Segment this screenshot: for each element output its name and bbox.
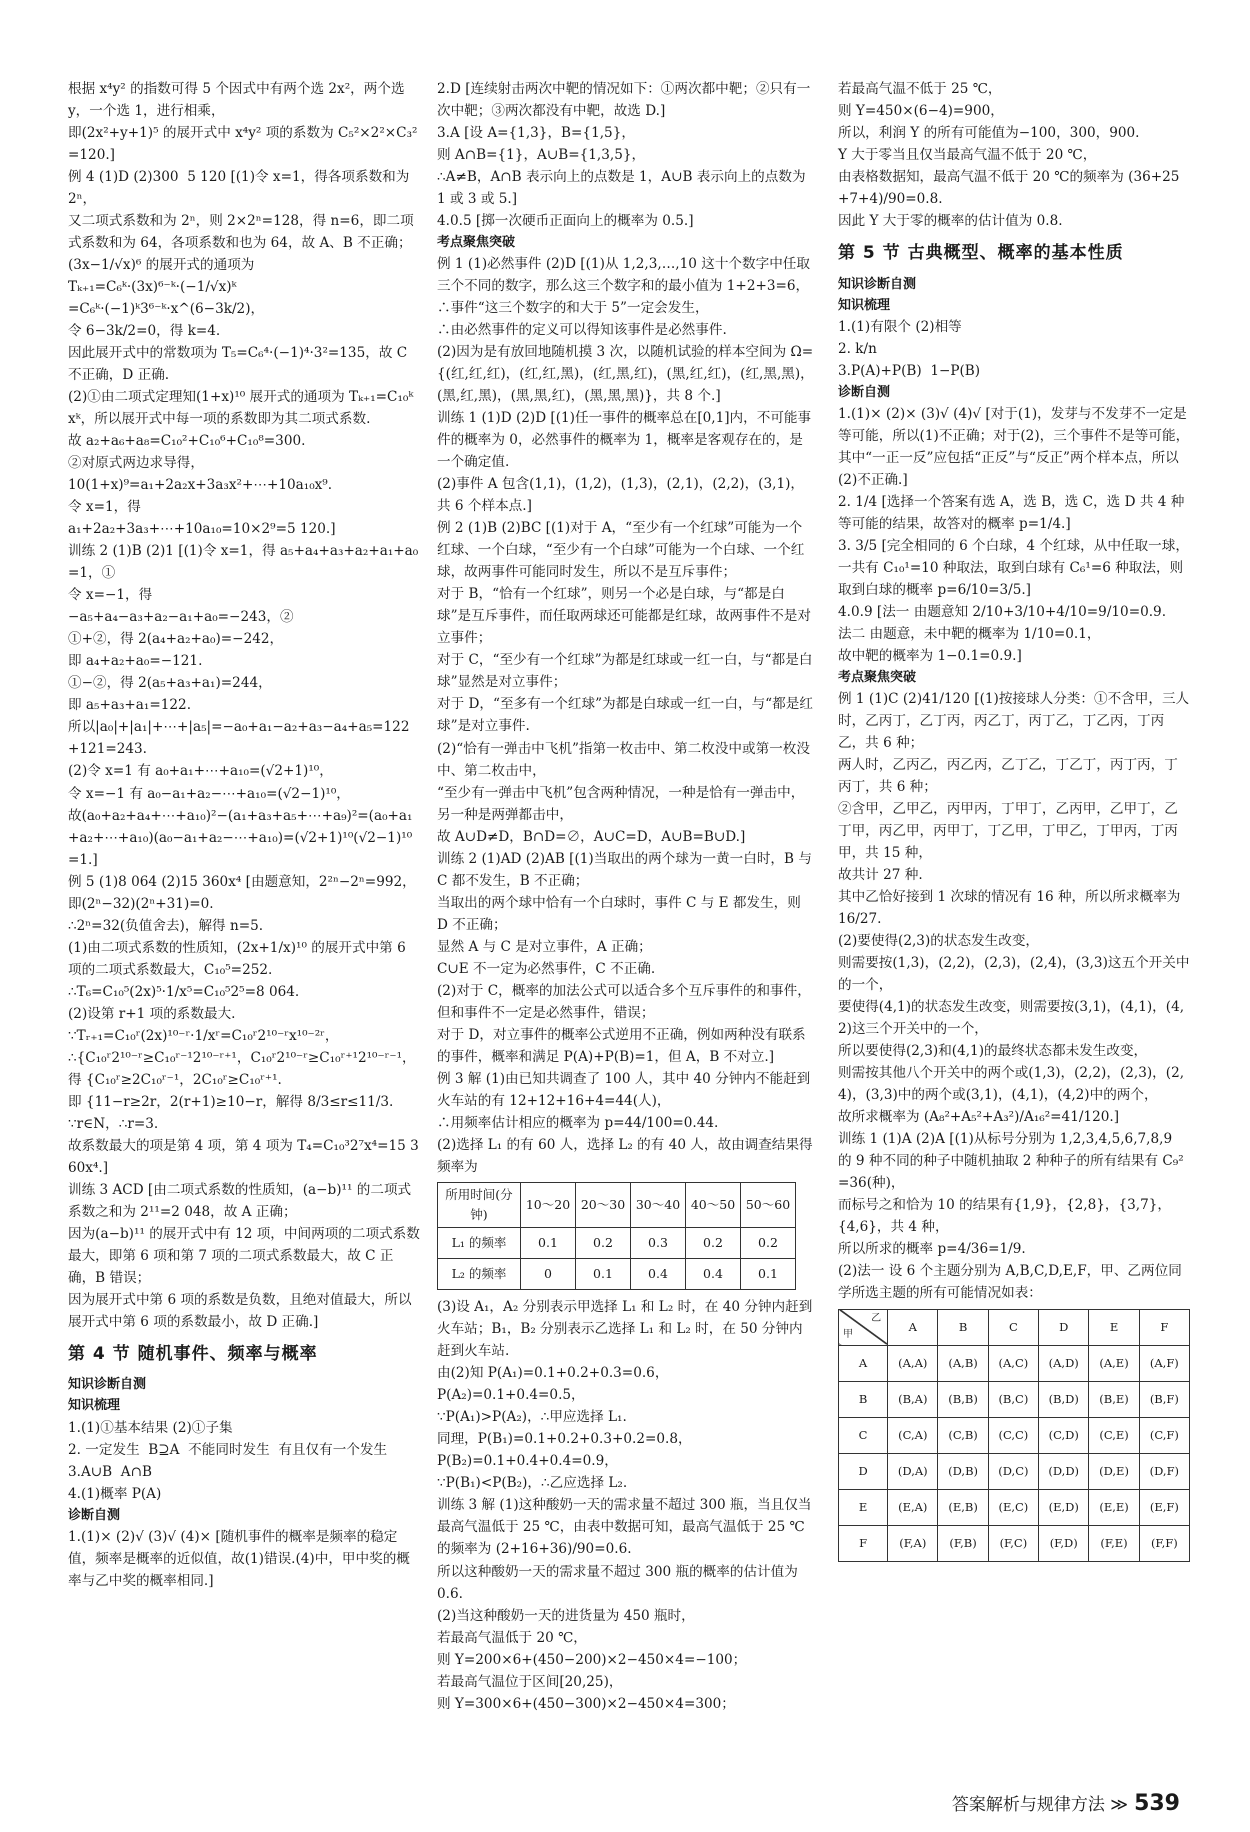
table-cell: (C,A) — [888, 1417, 938, 1453]
text-line: 考点聚焦突破 — [437, 235, 516, 251]
table-cell: 0.1 — [521, 1228, 576, 1259]
table-row — [839, 1417, 1190, 1453]
table-cell: (A,D) — [1039, 1345, 1089, 1381]
table-row — [839, 1489, 1190, 1525]
text-line: ∴用频率估计相应的概率为 p=44/100=0.44. — [437, 1114, 719, 1131]
table-cell: A — [888, 1309, 938, 1345]
outcome-table-header — [839, 1309, 1190, 1345]
text-line: (2)法一 设 6 个主题分别为 A,B,C,D,E,F，甲、乙两位同学所选主题的所有可能情况如表： — [838, 1263, 1182, 1302]
table-cell: (E,A) — [888, 1489, 938, 1525]
text-line: 则需要按(1,3)，(2,2)，(2,3)，(2,4)，(3,3)这五个开关中的一个， — [838, 955, 1190, 994]
text-line: (2)“恰有一弹击中飞机”指第一枚击中、第二枚没中或第一枚没中、第二枚击中， — [437, 740, 810, 779]
text-line: 所以这种酸奶一天的需求量不超过 300 瓶的概率的估计值为 0.6. — [437, 1563, 803, 1602]
text-line: (2)令 x=1 有 a₀+a₁+⋯+a₁₀=(√2+1)¹⁰， — [68, 763, 333, 780]
text-line: 故所求概率为 (A₈²+A₅²+A₃²)/A₁₆²=41/120.] — [838, 1109, 1120, 1126]
text-line: 两人时，乙丙乙，丙乙丙，乙丁乙，丁乙丁，丙丁丙，丁丙丁，共 6 种； — [838, 757, 1178, 796]
table-cell: (A,C) — [988, 1345, 1038, 1381]
col2b-text — [437, 1296, 815, 1714]
text-line: 故 a₂+a₆+a₈=C₁₀²+C₁₀⁶+C₁₀⁸=300. — [68, 433, 306, 450]
table-cell: (C,F) — [1139, 1417, 1189, 1453]
table-row — [839, 1453, 1190, 1489]
table-cell: 0.1 — [576, 1259, 631, 1290]
text-line: 对于 B，“恰有一个红球”，则另一个必是白球，与“都是白球”是互斥事件，而任取两球还可能都是红球，故两事件不是对立事件； — [437, 586, 811, 647]
text-line: 又二项式系数和为 2ⁿ，则 2×2ⁿ=128，得 n=6，即二项式系数和为 64，各项系数和也为 64，故 A、B 不正确； — [68, 213, 414, 252]
text-line: 即 a₅+a₃+a₁=122. — [68, 697, 192, 714]
text-line: 知识诊断自测 — [68, 1377, 147, 1393]
text-line: 所以所求的概率 p=4/36=1/9. — [838, 1241, 1026, 1258]
table-cell: 10～20 — [521, 1182, 576, 1228]
table-cell: (D,F) — [1139, 1453, 1189, 1489]
text-line: P(A₂)=0.1+0.4=0.5， — [437, 1387, 585, 1404]
text-line: (2)选择 L₁ 的有 60 人，选择 L₂ 的有 40 人，故由调查结果得频率为 — [437, 1136, 813, 1175]
text-line: 4.0.5 [掷一次硬币正面向上的概率为 0.5.] — [437, 213, 694, 230]
text-line: (2)当这种酸奶一天的进货量为 450 瓶时， — [437, 1607, 695, 1624]
text-line: 10(1+x)⁹=a₁+2a₂x+3a₃x²+⋯+10a₁₀x⁹. — [68, 477, 333, 494]
text-line: (1)由二项式系数的性质知，(2x+1/x)¹⁰ 的展开式中第 6 项的二项式系数最大，C₁₀⁵=252. — [68, 939, 411, 978]
footer-text: 答案解析与规律方法 ≫ — [951, 1795, 1129, 1815]
col1b-text — [68, 1374, 420, 1591]
table-cell: (F,D) — [1039, 1525, 1089, 1561]
table-cell: (B,D) — [1039, 1381, 1089, 1417]
table-cell: (F,A) — [888, 1525, 938, 1561]
text-line: 因为展开式中第 6 项的系数是负数，且绝对值最大，所以展开式中第 6 项的系数最小，故 D 正确.] — [68, 1291, 412, 1330]
text-line: 因为(a−b)¹¹ 的展开式中有 12 项，中间两项的二项式系数最大，即第 6 项和第 7 项的二项式系数最大，故 C 正确，B 错误； — [68, 1225, 420, 1286]
table-cell: (E,F) — [1139, 1489, 1189, 1525]
table-cell: (A,A) — [888, 1345, 938, 1381]
page-footer — [952, 1790, 1180, 1816]
section-4-title: 第 4 节 随机事件、频率与概率 — [68, 1343, 318, 1364]
table-cell: C — [988, 1309, 1038, 1345]
text-line: 若最高气温位于区间[20,25)， — [437, 1673, 623, 1690]
text-line: 对于 D，“至多有一个红球”为都是白球或一红一白，与“都是红球”是对立事件. — [437, 696, 813, 735]
text-line: 例 1 (1)C (2)41/120 [(1)按接球人分类：①不含甲，三人时，乙丙丁，乙丁丙，丙乙丁，丙丁乙，丁乙丙，丁丙乙，共 6 种； — [838, 691, 1190, 752]
text-line: 则 Y=300×6+(450−300)×2−450×4=300； — [437, 1695, 735, 1712]
text-line: ∴A≠B，A∩B 表示向上的点数是 1，A∪B 表示向上的点数为 1 或 3 或 5.] — [437, 169, 810, 208]
table-cell: 0.4 — [631, 1259, 686, 1290]
text-line: 所以，利润 Y 的所有可能值为−100，300，900. — [838, 125, 1140, 142]
table-cell: (E,D) — [1039, 1489, 1089, 1525]
text-line: 而标号之和恰为 10 的结果有{1,9}，{2,8}，{3,7}，{4,6}，共 4 种， — [838, 1197, 1171, 1236]
text-line: (3x−1/√x)⁶ 的展开式的通项为 — [68, 257, 255, 274]
text-line: 若最高气温不低于 25 ℃， — [838, 81, 1002, 97]
text-line: 法二 由题意，未中靶的概率为 1/10=0.1， — [838, 625, 1101, 642]
text-line: 显然 A 与 C 是对立事件，A 正确； — [437, 938, 652, 955]
text-line: 根据 x⁴y² 的指数可得 5 个因式中有两个选 2x²，两个选 y，一个选 1，进行相乘， — [68, 81, 409, 120]
text-line: 1.(1)× (2)√ (3)√ (4)× [随机事件的概率是频率的稳定值，频率是概率的近似值，故(1)错误.(4)中，甲中奖的概率与乙中奖的概率相同.] — [68, 1528, 410, 1589]
table-cell: (D,B) — [938, 1453, 988, 1489]
text-line: 当取出的两个球中恰有一个白球时，事件 C 与 E 都发生，则 D 不正确； — [437, 894, 806, 933]
col2-text — [437, 78, 815, 1178]
text-line: 2. k/n — [838, 340, 877, 357]
text-line: 训练 2 (1)AD (2)AB [(1)当取出的两个球为一黄一白时，B 与 C 都不发生，B 不正确； — [437, 850, 817, 889]
text-line: 由(2)知 P(A₁)=0.1+0.2+0.3=0.6， — [437, 1365, 669, 1382]
table-cell: (F,E) — [1089, 1525, 1139, 1561]
table-cell: 50～60 — [741, 1182, 796, 1228]
text-line: 诊断自测 — [68, 1507, 121, 1523]
text-line: a₁+2a₂+3a₃+⋯+10a₁₀=10×2⁹=5 120.] — [68, 521, 336, 538]
column-2 — [437, 78, 815, 1715]
text-line: 知识梳理 — [68, 1398, 121, 1414]
text-line: 知识诊断自测 — [838, 276, 917, 292]
text-line: 对于 C，“至少有一个红球”为都是红球或一红一白，与“都是白球”显然是对立事件； — [437, 652, 813, 691]
outcome-table-body — [839, 1345, 1190, 1561]
text-line: (2)对于 C，概率的加法公式可以适合多个互斥事件的和事件，但和事件不一定是必然事件，错误； — [437, 982, 811, 1021]
text-line: Tₖ₊₁=C₆ᵏ·(3x)⁶⁻ᵏ·(−1/√x)ᵏ — [68, 279, 237, 296]
table-cell: (B,E) — [1089, 1381, 1139, 1417]
table-cell: (D,D) — [1039, 1453, 1089, 1489]
text-line: ∴2ⁿ=32(负值舍去)，解得 n=5. — [68, 917, 264, 934]
text-line: 4.0.9 [法一 由题意知 2/10+3/10+4/10=9/10=0.9. — [838, 603, 1167, 620]
text-line: 则 A∩B={1}，A∪B={1,3,5}， — [437, 147, 646, 164]
text-line: 3.P(A)+P(B) 1−P(B) — [838, 362, 981, 379]
text-line: 3.A [设 A={1,3}，B={1,5}， — [437, 125, 635, 142]
table-cell: (C,C) — [988, 1417, 1038, 1453]
text-line: 故中靶的概率为 1−0.1=0.9.] — [838, 648, 1022, 664]
text-line: 则 Y=200×6+(450−200)×2−450×4=−100； — [437, 1651, 747, 1668]
text-line: 2. 1/4 [选择一个答案有选 A，选 B，选 C，选 D 共 4 种等可能的结果，故答对的概率 p=1/4.] — [838, 493, 1185, 532]
text-line: C∪E 不一定为必然事件，C 不正确. — [437, 960, 656, 977]
text-line: =C₆ᵏ·(−1)ᵏ3⁶⁻ᵏ·x^(6−3k/2)， — [68, 301, 265, 318]
table-cell: L₁ 的频率 — [438, 1228, 521, 1259]
table-row — [438, 1259, 796, 1290]
table-cell: (A,B) — [938, 1345, 988, 1381]
table-row — [839, 1525, 1190, 1561]
text-line: 3. 3/5 [完全相同的 6 个白球，4 个红球，从中任取一球，一共有 C₁₀¹=10 种取法，取到白球有 C₆¹=6 种取法，则取到白球的概率 p=6/10=3/5.] — [838, 537, 1189, 598]
table-cell: (B,F) — [1139, 1381, 1189, 1417]
text-line: ∵r∈N，∴r=3. — [68, 1115, 159, 1132]
table-row — [839, 1345, 1190, 1381]
text-line: ②含甲，乙甲乙，丙甲丙，丁甲丁，乙丙甲，乙甲丁，乙丁甲，丙乙甲，丙甲丁，丁乙甲，丁甲乙，丁甲丙，丁丙甲，共 15 种， — [838, 801, 1178, 862]
text-line: 例 5 (1)8 064 (2)15 360x⁴ [由题意知，2²ⁿ−2ⁿ=992，即(2ⁿ−32)(2ⁿ+31)=0. — [68, 873, 416, 912]
table-cell: F — [1139, 1309, 1189, 1345]
table-cell: (E,B) — [938, 1489, 988, 1525]
text-line: 1.(1)有限个 (2)相等 — [838, 318, 962, 335]
text-line: ∵Tᵣ₊₁=C₁₀ʳ(2x)¹⁰⁻ʳ·1/xʳ=C₁₀ʳ2¹⁰⁻ʳx¹⁰⁻²ʳ， — [68, 1027, 339, 1044]
table-cell: (B,B) — [938, 1381, 988, 1417]
text-line: 对于 D，对立事件的概率公式逆用不正确，例如两种没有联系的事件，概率和满足 P(A)+P(B)=1，但 A，B 不对立.] — [437, 1026, 806, 1065]
table-cell: 40～50 — [686, 1182, 741, 1228]
frequency-table — [437, 1182, 796, 1291]
table-cell: D — [839, 1453, 888, 1489]
table-cell: (A,E) — [1089, 1345, 1139, 1381]
text-line: 令 x=−1，得 — [68, 587, 153, 604]
text-line: 1.(1)× (2)× (3)√ (4)√ [对于(1)，发芽与不发芽不一定是等可能，所以(1)不正确；对于(2)，三个事件不是等可能，其中“一正一反”应包括“正反”与“反正”两个样本点，所以(2)不正确.] — [838, 405, 1190, 488]
text-line: P(B₂)=0.1+0.4+0.4=0.9， — [437, 1453, 618, 1470]
table-cell: 0.2 — [576, 1228, 631, 1259]
text-line: 因此展开式中的常数项为 T₅=C₆⁴·(−1)⁴·3²=135，故 C 不正确，D 正确. — [68, 345, 412, 384]
column-3 — [838, 78, 1190, 1568]
text-line: ∴{C₁₀ʳ2¹⁰⁻ʳ≥C₁₀ʳ⁻¹2¹⁰⁻ʳ⁺¹，C₁₀ʳ2¹⁰⁻ʳ≥C₁₀ʳ⁺¹2¹⁰⁻ʳ⁻¹，得 {C₁₀ʳ≥2C₁₀ʳ⁻¹，2C₁₀ʳ≥C₁₀ʳ⁺¹. — [68, 1049, 416, 1088]
text-line: Y 大于零当且仅当最高气温不低于 20 ℃， — [838, 147, 1097, 164]
section-5-title: 第 5 节 古典概型、概率的基本性质 — [838, 243, 1124, 264]
page-number: 539 — [1134, 1791, 1180, 1816]
text-line: 则 Y=450×(6−4)=900， — [838, 103, 1004, 120]
table-cell: 20～30 — [576, 1182, 631, 1228]
text-line: ①+②，得 2(a₄+a₂+a₀)=−242， — [68, 631, 284, 648]
text-line: 其中乙恰好接到 1 次球的情况有 16 种，所以所求概率为 16/27. — [838, 889, 1185, 928]
table-cell: (E,C) — [988, 1489, 1038, 1525]
table-cell: (E,E) — [1089, 1489, 1139, 1525]
table-cell: (D,C) — [988, 1453, 1038, 1489]
table-cell: (F,C) — [988, 1525, 1038, 1561]
table-cell: (A,F) — [1139, 1345, 1189, 1381]
table-cell: 0.3 — [631, 1228, 686, 1259]
table-cell: 0.4 — [686, 1259, 741, 1290]
table-cell: E — [1089, 1309, 1139, 1345]
text-line: (2)事件 A 包含(1,1)，(1,2)，(1,3)，(2,1)，(2,2)，(3,1)，共 6 个样本点.] — [437, 476, 805, 515]
text-line: 即 {11−r≥2r，2(r+1)≥10−r，解得 8/3≤r≤11/3. — [68, 1093, 394, 1110]
table-cell: 0.1 — [741, 1259, 796, 1290]
table-cell: E — [839, 1489, 888, 1525]
table-cell: (C,B) — [938, 1417, 988, 1453]
text-line: 例 4 (1)D (2)300 5 120 [(1)令 x=1，得各项系数和为 2ⁿ， — [68, 169, 414, 208]
corner-label-top: 乙 — [871, 1312, 882, 1324]
text-line: 因此 Y 大于零的概率的估计值为 0.8. — [838, 213, 1063, 230]
text-line: 例 3 解 (1)由已知共调查了 100 人，其中 40 分钟内不能赶到火车站的有 12+12+16+4=44(人)， — [437, 1070, 811, 1109]
table-cell: 0.2 — [741, 1228, 796, 1259]
text-line: 即 a₄+a₂+a₀=−121. — [68, 653, 203, 670]
col3-text — [838, 78, 1190, 232]
table-cell: 0 — [521, 1259, 576, 1290]
text-line: 1.(1)①基本结果 (2)①子集 — [68, 1419, 233, 1436]
table-cell: (C,D) — [1039, 1417, 1089, 1453]
table-cell: B — [938, 1309, 988, 1345]
text-line: 所以要使得(2,3)和(4,1)的最终状态都未发生改变， — [838, 1043, 1148, 1060]
text-line: 考点聚焦突破 — [838, 670, 917, 686]
table-cell: (C,E) — [1089, 1417, 1139, 1453]
text-line: ∴T₆=C₁₀⁵(2x)⁵·1/x⁵=C₁₀⁵2⁵=8 064. — [68, 983, 300, 1000]
text-line: 故共计 27 种. — [838, 867, 923, 884]
table-cell: (D,A) — [888, 1453, 938, 1489]
text-line: 令 6−3k/2=0，得 k=4. — [68, 323, 221, 340]
text-line: (2)因为是有放回地随机摸 3 次，以随机试验的样本空间为 Ω={(红,红,红)，(红,红,黑)，(红,黑,红)，(黑,红,红)，(红,黑,黑)，(黑,红,黑)，(黑,黑,红)，(黑,黑,黑)}，共 8 个.] — [437, 344, 814, 405]
text-line: 知识梳理 — [838, 297, 891, 313]
text-line: 同理，P(B₁)=0.1+0.2+0.3+0.2=0.8， — [437, 1431, 692, 1448]
text-line: 2. 一定发生 B⊇A 不能同时发生 有且仅有一个发生 — [68, 1441, 388, 1458]
text-line: ∴由必然事件的定义可以得知该事件是必然事件. — [437, 322, 727, 339]
text-line: 要使得(4,1)的状态发生改变，则需要按(3,1)，(4,1)，(4,2)这三个开关中的一个， — [838, 999, 1185, 1038]
text-line: 2.D [连续射击两次中靶的情况如下：①两次都中靶；②只有一次中靶；③两次都没有中靶，故选 D.] — [437, 81, 811, 120]
corner-label-bottom: 甲 — [843, 1329, 853, 1341]
table-cell: 所用时间(分钟) — [438, 1182, 521, 1228]
table-cell: B — [839, 1381, 888, 1417]
table-corner-cell — [839, 1309, 888, 1345]
table-cell: (F,B) — [938, 1525, 988, 1561]
table-cell: A — [839, 1345, 888, 1381]
text-line: 即(2x²+y+1)⁵ 的展开式中 x⁴y² 项的系数为 C₅²×2²×C₃²=120.] — [68, 125, 418, 164]
text-line: ②对原式两边求导得， — [68, 455, 204, 472]
table-cell: L₂ 的频率 — [438, 1259, 521, 1290]
table-cell: (B,C) — [988, 1381, 1038, 1417]
text-line: 故 A∪D≠D，B∩D=∅，A∪C=D，A∪B=B∪D.] — [437, 828, 746, 845]
text-line: 训练 2 (1)B (2)1 [(1)令 x=1，得 a₅+a₄+a₃+a₂+a₁+a₀=1，① — [68, 543, 419, 582]
table-cell: D — [1039, 1309, 1089, 1345]
frequency-table-header — [438, 1182, 796, 1228]
text-line: 令 x=−1 有 a₀−a₁+a₂−⋯+a₁₀=(√2−1)¹⁰， — [68, 785, 350, 802]
col1-text — [68, 78, 420, 1333]
column-1 — [68, 78, 420, 1592]
table-cell: 0.2 — [686, 1228, 741, 1259]
table-cell: (F,F) — [1139, 1525, 1189, 1561]
text-line: 若最高气温低于 20 ℃， — [437, 1629, 587, 1646]
col3b-text — [838, 274, 1190, 1305]
text-line: 令 x=1，得 — [68, 499, 141, 516]
text-line: 训练 3 解 (1)这种酸奶一天的需求量不超过 300 瓶，当且仅当最高气温低于 25 ℃，由表中数据可知，最高气温低于 25 ℃的频率为 (2+16+36)/90=0.6. — [437, 1497, 812, 1558]
text-line: (2)要使得(2,3)的状态发生改变， — [838, 933, 1040, 950]
text-line: 训练 1 (1)D (2)D [(1)任一事件的概率总在[0,1]内，不可能事件的概率为 0，必然事件的概率为 1，概率是客观存在的，是一个确定值. — [437, 410, 812, 471]
text-line: 由表格数据知，最高气温不低于 20 ℃的频率为 (36+25+7+4)/90=0.8. — [838, 169, 1180, 208]
text-line: ∴事件“这三个数字的和大于 5”一定会发生， — [437, 300, 709, 317]
text-line: 则需按其他八个开关中的两个或(1,3)，(2,2)，(2,3)，(2,4)，(3,3)中的两个或(3,1)，(4,1)，(4,2)中的两个， — [838, 1065, 1185, 1104]
text-line: (2)①由二项式定理知(1+x)¹⁰ 展开式的通项为 Tₖ₊₁=C₁₀ᵏxᵏ，所以展开式中每一项的系数即为其二项式系数. — [68, 389, 414, 428]
text-line: ∵P(A₁)>P(A₂)，∴甲应选择 L₁. — [437, 1409, 627, 1426]
text-line: 故(a₀+a₂+a₄+⋯+a₁₀)²−(a₁+a₃+a₅+⋯+a₉)²=(a₀+a₁+a₂+⋯+a₁₀)(a₀−a₁+a₂−⋯+a₁₀)=(√2+1)¹⁰(√2−1)¹⁰=1.] — [68, 807, 413, 868]
table-cell: F — [839, 1525, 888, 1561]
table-row — [438, 1228, 796, 1259]
text-line: 4.(1)概率 P(A) — [68, 1485, 162, 1502]
text-line: ①−②，得 2(a₅+a₃+a₁)=244， — [68, 675, 272, 692]
text-line: 训练 1 (1)A (2)A [(1)从标号分别为 1,2,3,4,5,6,7,8,9 的 9 种不同的种子中随机抽取 2 种种子的所有结果有 C₉²=36(种)， — [838, 1131, 1184, 1192]
text-line: (3)设 A₁，A₂ 分别表示甲选择 L₁ 和 L₂ 时，在 40 分钟内赶到火车站；B₁，B₂ 分别表示乙选择 L₁ 和 L₂ 时，在 50 分钟内赶到火车站. — [437, 1299, 813, 1360]
text-line: (2)设第 r+1 项的系数最大. — [68, 1005, 236, 1022]
table-cell: (D,E) — [1089, 1453, 1139, 1489]
table-cell: 30～40 — [631, 1182, 686, 1228]
text-line: 训练 3 ACD [由二项式系数的性质知，(a−b)¹¹ 的二项式系数之和为 2¹¹=2 048，故 A 正确； — [68, 1181, 412, 1220]
table-cell: C — [839, 1417, 888, 1453]
text-line: 例 1 (1)必然事件 (2)D [(1)从 1,2,3,…,10 这十个数字中任取三个不同的数字，那么这三个数字和的最小值为 1+2+3=6， — [437, 256, 810, 295]
text-line: −a₅+a₄−a₃+a₂−a₁+a₀=−243，② — [68, 609, 294, 626]
text-line: 故系数最大的项是第 4 项，第 4 项为 T₄=C₁₀³2⁷x⁴=15 360x⁴.] — [68, 1137, 419, 1176]
text-line: 诊断自测 — [838, 384, 891, 400]
text-line: “至少有一弹击中飞机”包含两种情况，一种是恰有一弹击中，另一种是两弹都击中， — [437, 784, 805, 823]
text-line: 3.A∪B A∩B — [68, 1463, 153, 1480]
text-line: 所以|a₀|+|a₁|+⋯+|a₅|=−a₀+a₁−a₂+a₃−a₄+a₅=122+121=243. — [68, 719, 410, 758]
table-cell: (B,A) — [888, 1381, 938, 1417]
outcome-table — [838, 1309, 1190, 1562]
text-line: 例 2 (1)B (2)BC [(1)对于 A，“至少有一个红球”可能为一个红球、一个白球，“至少有一个白球”可能为一个白球、一个红球，故两事件可能同时发生，所以不是互斥事件； — [437, 520, 805, 581]
text-line: ∵P(B₁)<P(B₂)，∴乙应选择 L₂. — [437, 1475, 628, 1492]
table-row — [839, 1381, 1190, 1417]
